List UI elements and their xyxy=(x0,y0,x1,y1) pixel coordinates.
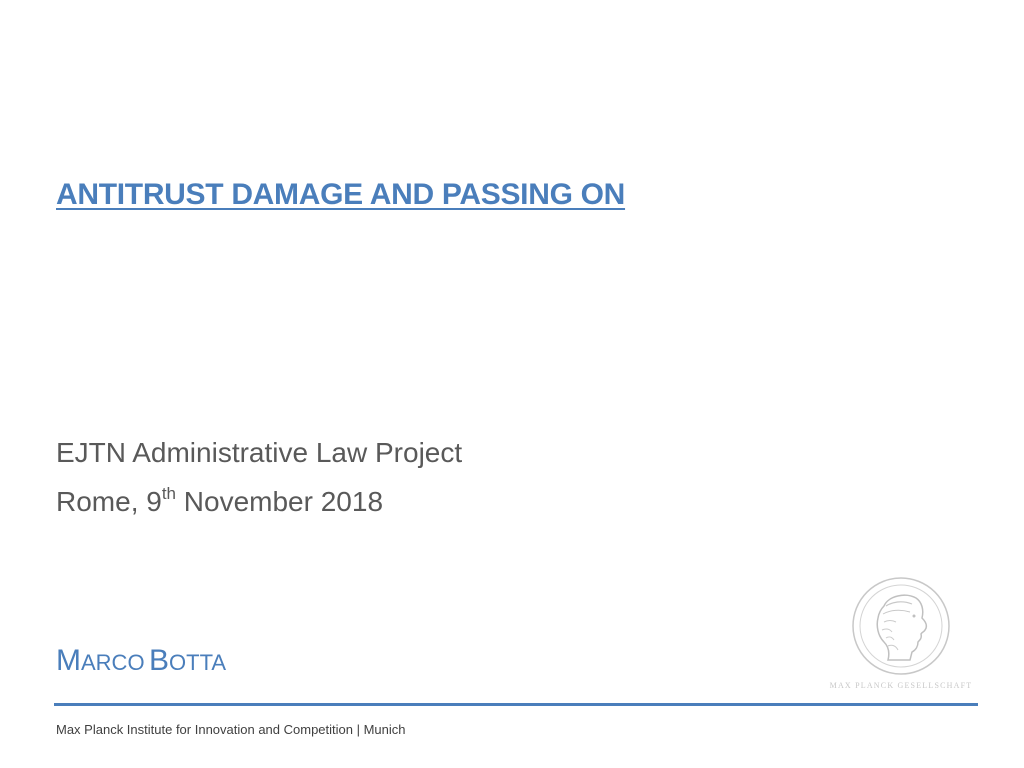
author-name xyxy=(56,646,226,676)
event-name: EJTN Administrative Law Project xyxy=(56,437,463,468)
date-suffix: November 2018 xyxy=(176,486,384,517)
author-first-initial: M xyxy=(56,644,81,677)
author-last-initial: B xyxy=(149,644,170,677)
logo-text: MAX PLANCK GESELLSCHAFT xyxy=(829,681,973,690)
date-ordinal-suffix: th xyxy=(161,484,177,503)
event-date xyxy=(56,486,383,518)
minerva-seal-icon xyxy=(826,576,976,678)
footer-text: Max Planck Institute for Innovation and Competition | Munich xyxy=(56,722,406,737)
footer-divider xyxy=(54,703,978,706)
date-prefix: Rome, 9 xyxy=(56,486,162,517)
author-first-rest: ARCO xyxy=(81,650,145,675)
author-last-rest: OTTA xyxy=(169,650,227,675)
slide-title: ANTITRUST DAMAGE AND PASSING ON xyxy=(56,178,626,211)
max-planck-logo xyxy=(826,576,976,696)
